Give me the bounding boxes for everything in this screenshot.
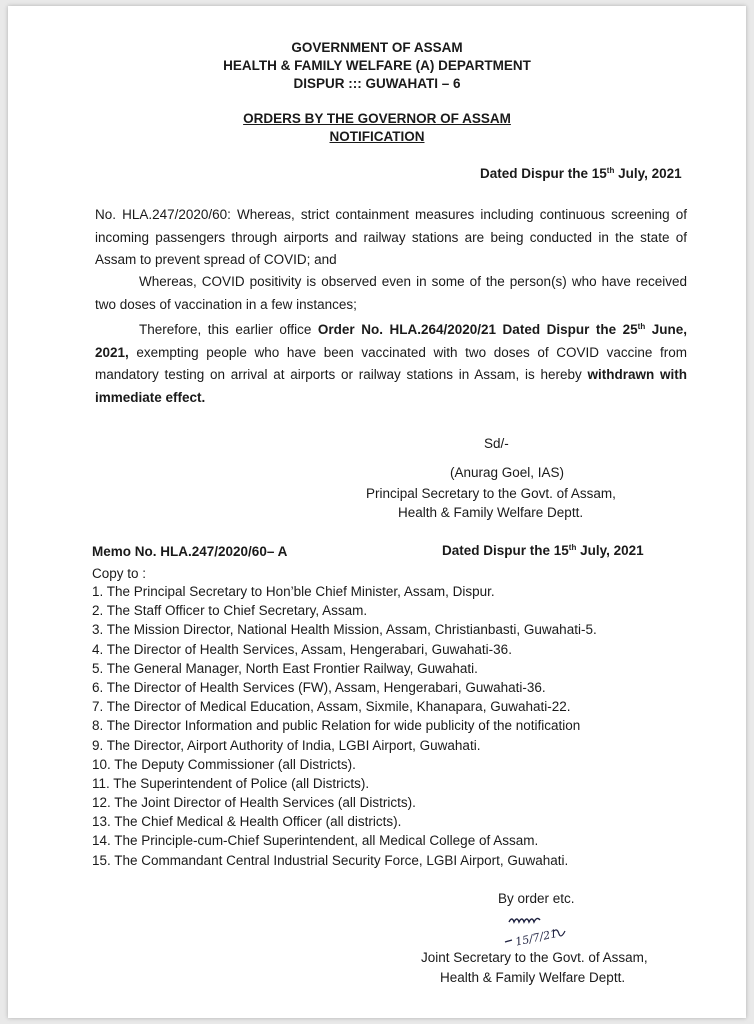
list-item: 5. The General Manager, North East Frontier Railway, Guwahati. bbox=[92, 660, 478, 676]
department-title: HEALTH & FAMILY WELFARE (A) DEPARTMENT bbox=[223, 58, 531, 73]
list-item: 4. The Director of Health Services, Assam, Hengerabari, Guwahati-36. bbox=[92, 641, 512, 657]
office-address: DISPUR ::: GUWAHATI – 6 bbox=[293, 76, 461, 91]
list-item: 2. The Staff Officer to Chief Secretary, Assam. bbox=[92, 603, 368, 619]
paragraph-therefore: Therefore, this earlier office Order No. HLA.264/2020/21 Dated Dispur the 25th June, 2021, exempting people who have been vaccinated with two doses of COVID vaccine from mandatory testing on arrival at airports or railway stations in Assam, is hereby withdrawn with immediate effect. bbox=[95, 322, 687, 405]
list-item: 11. The Superintendent of Police (all Districts). bbox=[92, 775, 370, 791]
joint-secretary-designation: Joint Secretary to the Govt. of Assam, bbox=[421, 950, 648, 965]
by-order-text: By order etc. bbox=[498, 891, 575, 906]
list-item: 13. The Chief Medical & Health Officer (all districts). bbox=[92, 814, 402, 830]
paragraph-whereas-2: Whereas, COVID positivity is observed even in some of the person(s) who have received two doses of vaccination in a few instances; bbox=[95, 274, 687, 312]
list-item: 1. The Principal Secretary to Hon’ble Chief Minister, Assam, Dispur. bbox=[92, 584, 495, 599]
svg-text:15/7/21: 15/7/21 bbox=[514, 927, 559, 949]
joint-secretary-department: Health & Family Welfare Deptt. bbox=[440, 970, 626, 985]
notification-number: No. HLA.247/2020/60: bbox=[95, 207, 231, 222]
paragraph-whereas-1: No. HLA.247/2020/60: Whereas, strict containment measures including continuous screening of incoming passengers through airports and railway stations are being conducted in the state of Assam to prevent spread of COVID; and bbox=[95, 207, 687, 267]
signatory-name: (Anurag Goel, IAS) bbox=[450, 465, 565, 480]
notification-date: Dated Dispur the 15th July, 2021 bbox=[480, 166, 682, 181]
list-item: 15. The Commandant Central Industrial Security Force, LGBI Airport, Guwahati. bbox=[92, 852, 569, 868]
list-item: 14. The Principle-cum-Chief Superintendent, all Medical College of Assam. bbox=[92, 833, 539, 849]
list-item: 8. The Director Information and public Relation for wide publicity of the notification bbox=[92, 718, 581, 734]
list-item: 3. The Mission Director, National Health Mission, Assam, Christianbasti, Guwahati-5. bbox=[92, 622, 597, 638]
copy-to-list bbox=[92, 582, 597, 870]
govt-title: GOVERNMENT OF ASSAM bbox=[291, 40, 463, 55]
signatory-designation: Principal Secretary to the Govt. of Assam, bbox=[366, 486, 616, 501]
list-item: 12. The Joint Director of Health Services (all Districts). bbox=[92, 795, 416, 811]
list-item: 10. The Deputy Commissioner (all Districts). bbox=[92, 756, 356, 772]
orders-heading: ORDERS BY THE GOVERNOR OF ASSAM bbox=[243, 111, 511, 126]
notification-heading: NOTIFICATION bbox=[329, 129, 425, 144]
list-item: 7. The Director of Medical Education, Assam, Sixmile, Khanapara, Guwahati-22. bbox=[92, 699, 571, 715]
memo-number: Memo No. HLA.247/2020/60– A bbox=[92, 544, 288, 559]
memo-date: Dated Dispur the 15th July, 2021 bbox=[442, 543, 644, 558]
copy-to-label: Copy to : bbox=[92, 566, 147, 581]
list-item: 9. The Director, Airport Authority of India, LGBI Airport, Guwahati. bbox=[92, 737, 481, 753]
sd-mark: Sd/- bbox=[484, 436, 509, 451]
list-item: 6. The Director of Health Services (FW), Assam, Hengerabari, Guwahati-36. bbox=[92, 679, 546, 695]
signatory-department: Health & Family Welfare Deptt. bbox=[398, 505, 584, 520]
